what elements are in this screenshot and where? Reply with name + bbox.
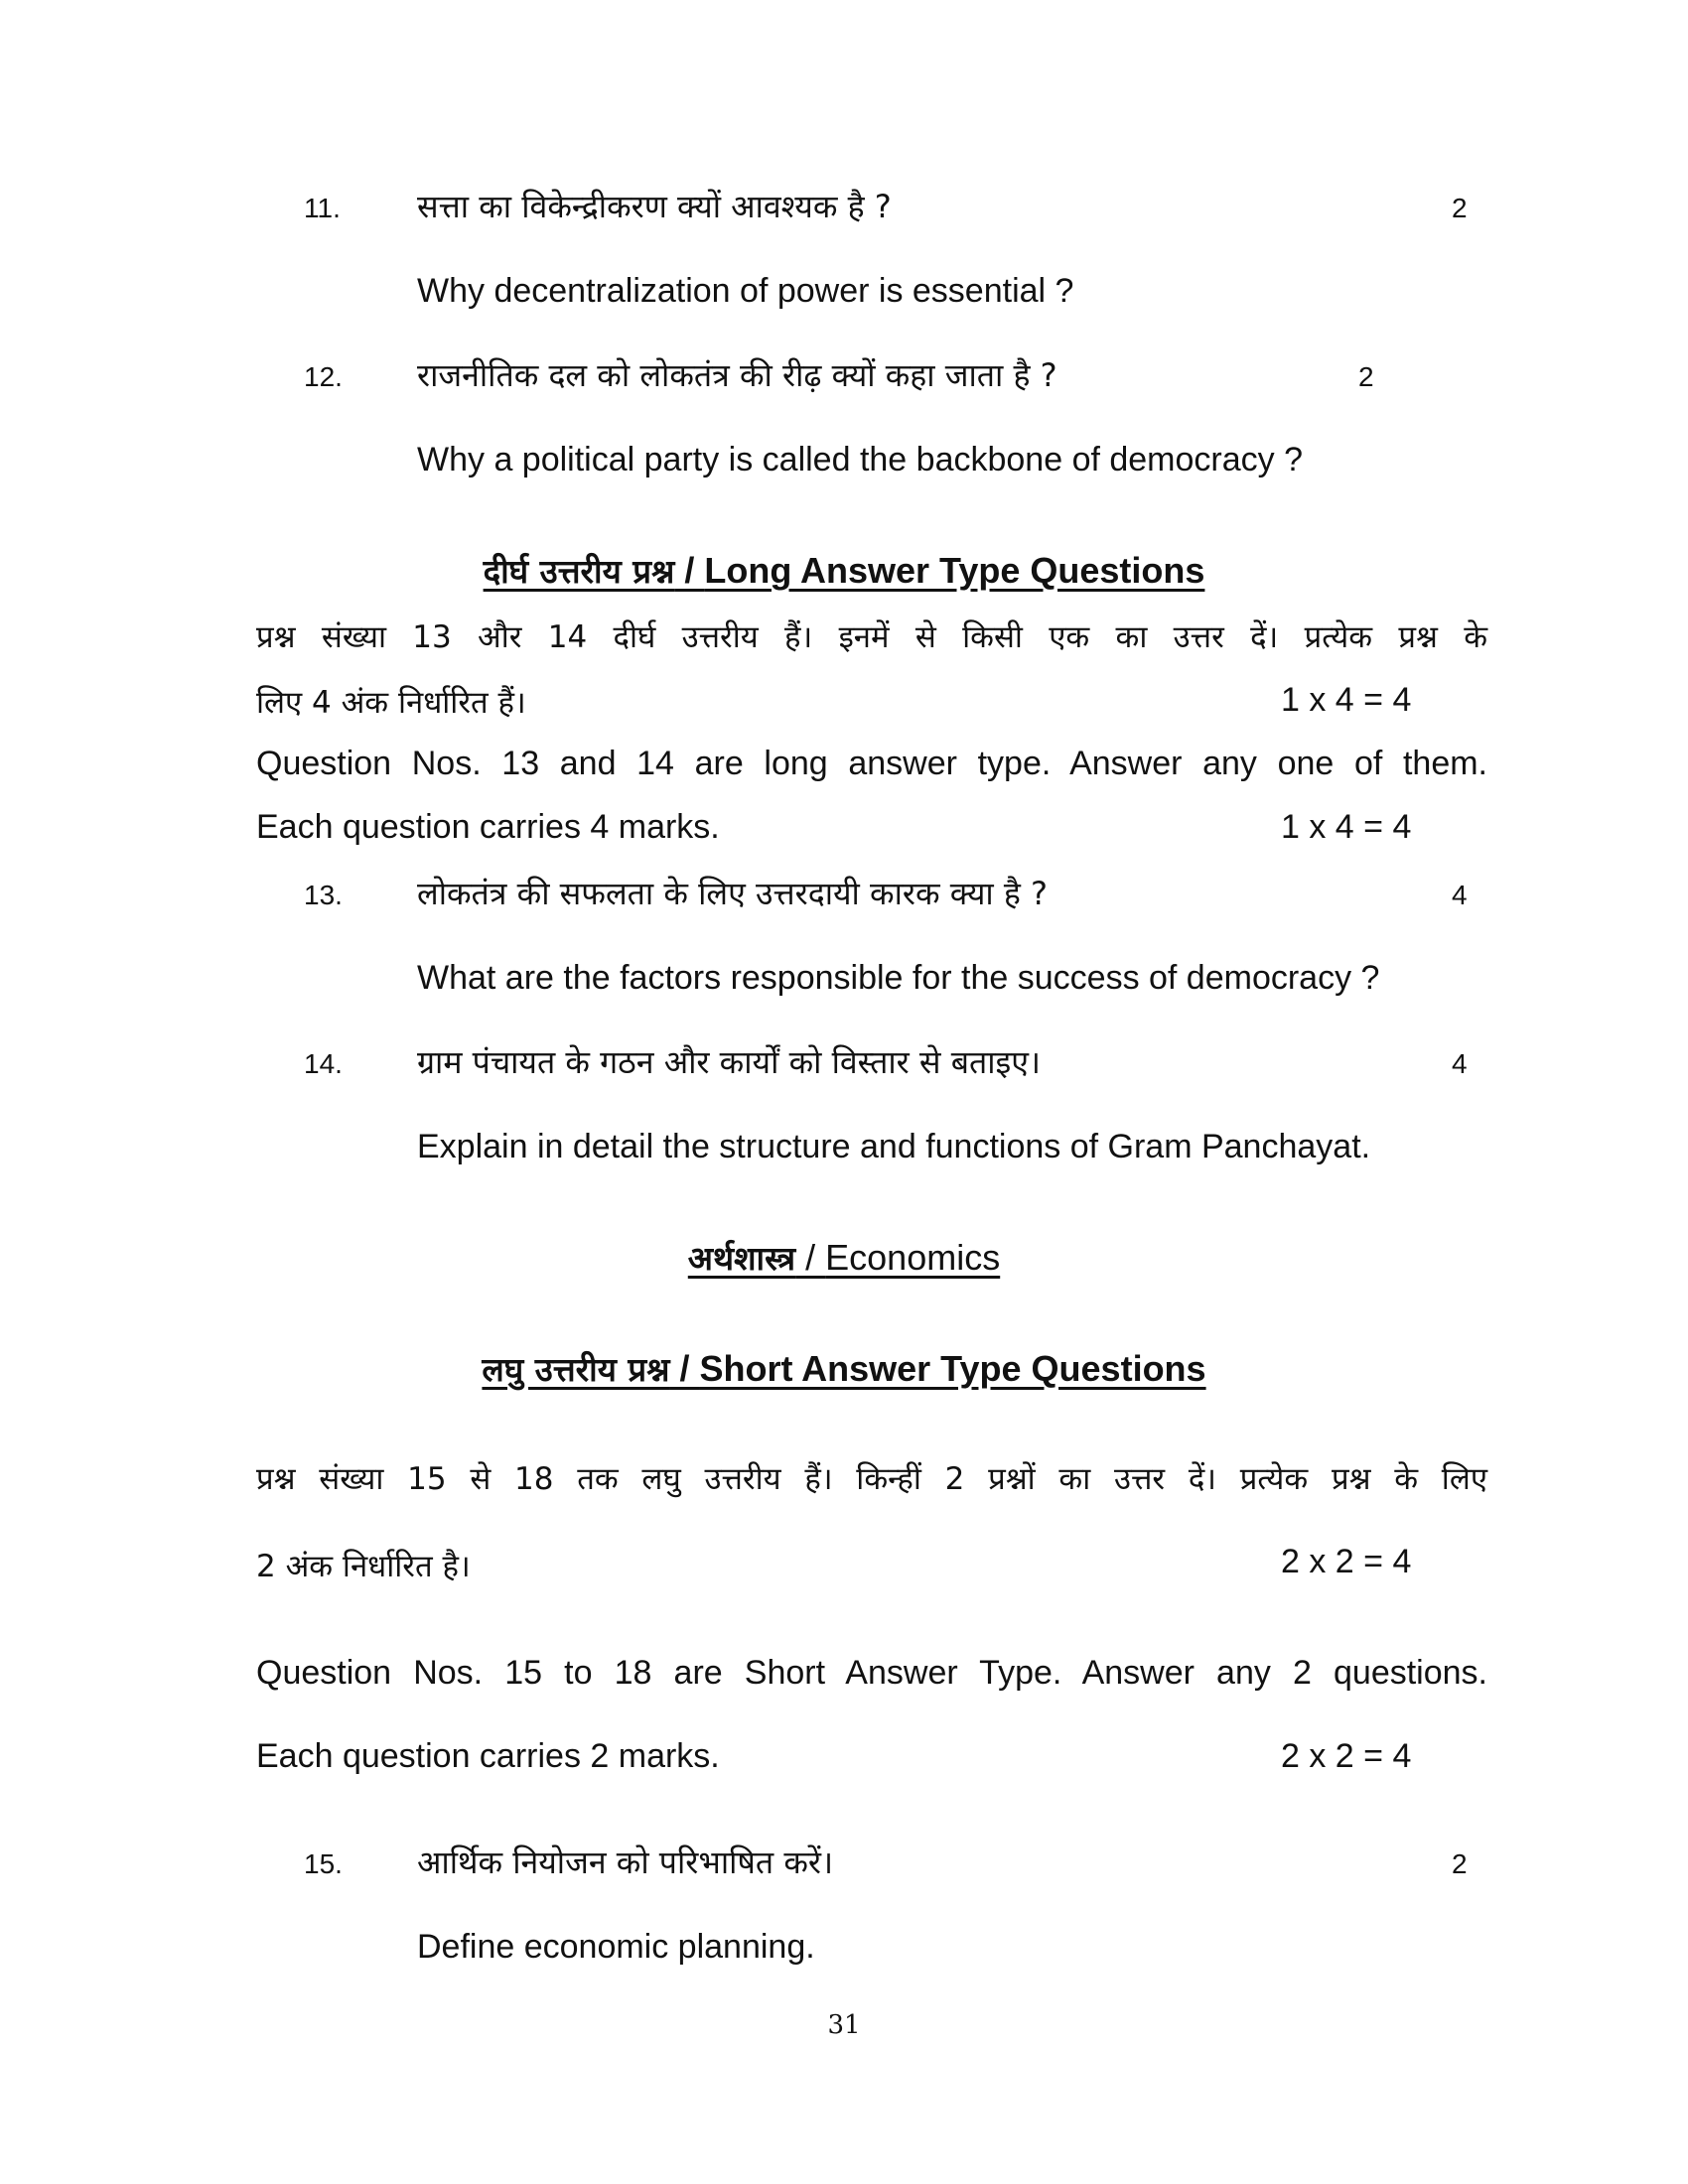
marks-formula: 2 x 2 = 4 [1281,1737,1412,1775]
instruction-english: Question Nos. 15 to 18 are Short Answer Type. Answer any 2 questions. [256,1654,1487,1692]
heading-english: Short Answer Type Questions [699,1348,1206,1389]
section-heading-short [0,1346,1688,1391]
question-hindi: राजनीतिक दल को लोकतंत्र की रीढ़ क्यों कहा जाता है ? [417,356,1057,394]
instruction-english: Each question carries 4 marks. [256,808,720,846]
question-number: 15. [304,1848,343,1879]
question-hindi: आर्थिक नियोजन को परिभाषित करें। [417,1843,834,1881]
heading-separator: / [674,550,705,591]
section-heading-economics [0,1235,1688,1280]
instruction-hindi: 2 अंक निर्धारित है। [256,1549,471,1584]
heading-hindi: अर्थशास्त्र [687,1239,796,1278]
instruction-hindi: प्रश्न संख्या 13 और 14 दीर्घ उत्तरीय हैं। इनमें से किसी एक का उत्तर दें। प्रत्येक प्रश्न के [256,619,1487,655]
instruction-hindi: प्रश्न संख्या 15 से 18 तक लघु उत्तरीय हैं। किन्हीं 2 प्रश्नों का उत्तर दें। प्रत्येक प्रश्न के लिए [256,1461,1487,1497]
heading-hindi: लघु उत्तरीय प्रश्न [482,1350,670,1389]
question-hindi: लोकतंत्र की सफलता के लिए उत्तरदायी कारक क्या है ? [417,875,1048,912]
question-english: Why decentralization of power is essential ? [417,272,1074,310]
instruction-english: Question Nos. 13 and 14 are long answer type. Answer any one of them. [256,745,1487,782]
marks-formula: 1 x 4 = 4 [1281,808,1412,846]
question-marks: 2 [1452,1848,1468,1879]
question-hindi: ग्राम पंचायत के गठन और कार्यों को विस्तार से बताइए। [417,1043,1042,1081]
marks-formula: 1 x 4 = 4 [1281,681,1412,719]
question-english: What are the factors responsible for the success of democracy ? [417,959,1380,997]
question-english: Define economic planning. [417,1928,815,1966]
question-marks: 4 [1452,880,1468,910]
question-english: Explain in detail the structure and functions of Gram Panchayat. [417,1128,1371,1165]
question-number: 13. [304,880,343,910]
question-marks: 4 [1452,1048,1468,1079]
instruction-hindi: लिए 4 अंक निर्धारित हैं। [256,685,526,721]
section-heading-long [0,548,1688,593]
heading-separator: / [795,1237,826,1278]
heading-separator: / [669,1348,700,1389]
question-marks: 2 [1358,361,1374,392]
question-marks: 2 [1452,193,1468,223]
heading-english: Long Answer Type Questions [704,550,1205,591]
heading-english: Economics [825,1237,1001,1278]
heading-hindi: दीर्घ उत्तरीय प्रश्न [483,552,675,591]
marks-formula: 2 x 2 = 4 [1281,1543,1412,1580]
question-english: Why a political party is called the backbone of democracy ? [417,441,1304,478]
instruction-english: Each question carries 2 marks. [256,1737,720,1775]
question-number: 12. [304,361,343,392]
question-number: 11. [304,193,341,223]
question-number: 14. [304,1048,343,1079]
question-hindi: सत्ता का विकेन्द्रीकरण क्यों आवश्यक है ? [417,188,892,225]
page-number: 31 [827,2010,861,2040]
